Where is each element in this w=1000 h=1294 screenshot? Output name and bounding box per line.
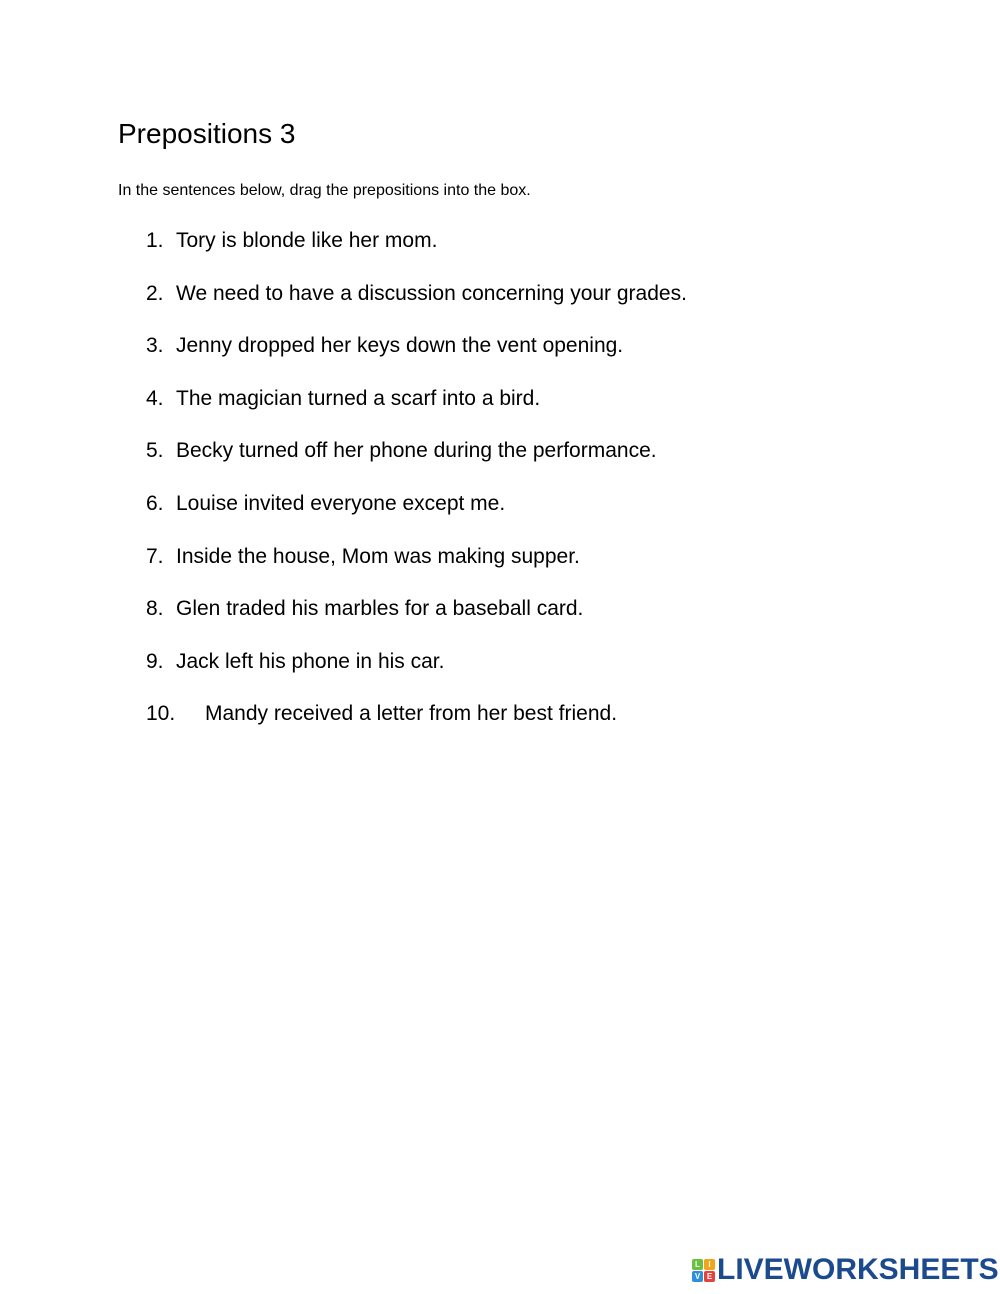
sentence-text: The magician turned a scarf into a bird.	[176, 386, 541, 410]
list-item	[0, 279, 1000, 332]
sentence-text: Becky turned off her phone during the performance.	[176, 439, 657, 463]
list-item	[0, 647, 1000, 700]
item-number: 9.	[146, 649, 164, 673]
sentence-text: Mandy received a letter from her best friend.	[205, 702, 618, 726]
logo-letter-e: E	[704, 1271, 715, 1282]
item-number: 7.	[146, 544, 164, 568]
list-item	[0, 489, 1000, 542]
page-title: Prepositions 3	[118, 118, 296, 149]
list-item	[0, 542, 1000, 595]
item-number: 2.	[146, 281, 164, 305]
sentence-text: Louise invited everyone except me.	[176, 491, 506, 515]
sentence-text: Glen traded his marbles for a baseball card.	[176, 597, 584, 621]
item-number: 5.	[146, 439, 164, 463]
sentence-text: Jack left his phone in his car.	[176, 649, 445, 673]
sentence-text: We need to have a discussion concerning your grades.	[176, 281, 687, 305]
item-number: 8.	[146, 597, 164, 621]
item-number: 3.	[146, 334, 164, 358]
sentence-text: Jenny dropped her keys down the vent opening.	[176, 334, 624, 358]
liveworksheets-logo	[692, 1252, 999, 1288]
sentence-text: Tory is blonde like her mom.	[176, 229, 438, 252]
list-item	[0, 436, 1000, 489]
sentence-text: Inside the house, Mom was making supper.	[176, 544, 580, 568]
logo-letter-i: I	[704, 1259, 715, 1270]
item-number: 6.	[146, 491, 164, 515]
list-item	[0, 331, 1000, 384]
logo-text: LIVEWORKSHEETS	[717, 1253, 999, 1286]
logo-letter-v: V	[692, 1271, 703, 1282]
list-item	[0, 699, 1000, 752]
item-number: 1.	[146, 229, 164, 252]
logo-letter-l: L	[692, 1259, 703, 1270]
sentence-list	[0, 226, 1000, 752]
item-number: 10.	[146, 702, 176, 726]
list-item	[0, 226, 1000, 279]
logo-icon	[692, 1259, 715, 1282]
item-number: 4.	[146, 386, 164, 410]
list-item	[0, 384, 1000, 437]
list-item	[0, 594, 1000, 647]
instructions-text: In the sentences below, drag the prepositions into the box.	[118, 182, 531, 199]
